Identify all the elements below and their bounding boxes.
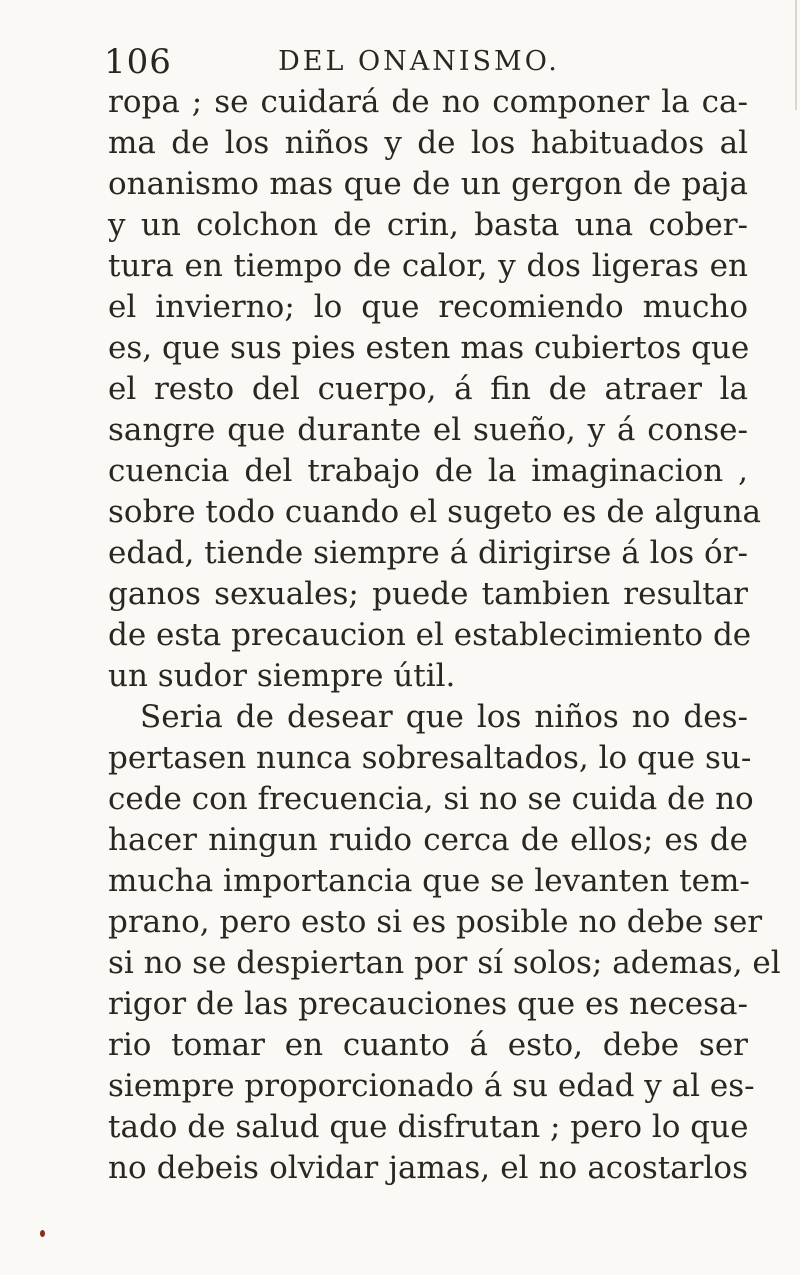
text-line: edad, tiende siempre á dirigirse á los ór- [108,535,748,571]
running-title: DEL ONANISMO. [278,46,560,77]
text-line: tado de salud que disfrutan ; pero lo que [108,1109,749,1145]
text-line: sangre que durante el sueño, y á conse- [108,412,748,448]
text-line: cede con frecuencia, si no se cuida de no [108,781,754,817]
text-line: Seria de desear que los niños no des- [140,699,748,735]
text-line: y un colchon de crin, basta una cober- [108,207,748,243]
text-line: hacer ningun ruido cerca de ellos; es de [108,822,748,858]
text-line: onanismo mas que de un gergon de paja [108,166,748,202]
page-edge-line [795,0,797,110]
text-line: de esta precaucion el establecimiento de [108,617,752,653]
text-line: cuencia del trabajo de la imaginacion , [108,453,748,489]
text-line: rio tomar en cuanto á esto, debe ser [108,1027,748,1063]
page-number: 106 [104,42,172,82]
text-line: no debeis olvidar jamas, el no acostarlos [108,1150,748,1186]
text-line: ma de los niños y de los habituados al [108,125,748,161]
text-line: mucha importancia que se levanten tem- [108,863,750,899]
text-line: siempre proporcionado á su edad y al es- [108,1068,755,1104]
text-line: sobre todo cuando el sugeto es de alguna [108,494,762,530]
text-line: es, que sus pies esten mas cubiertos que [108,330,750,366]
text-line: un sudor siempre útil. [108,658,456,694]
text-line: ropa ; se cuidará de no componer la ca- [108,84,748,120]
ink-speck [40,1230,45,1237]
text-line: prano, pero esto si es posible no debe ser [108,904,763,940]
text-line: tura en tiempo de calor, y dos ligeras en [108,248,748,284]
text-line: ganos sexuales; puede tambien resultar [108,576,748,612]
text-line: rigor de las precauciones que es necesa- [108,986,748,1022]
text-line: pertasen nunca sobresaltados, lo que su- [108,740,752,776]
text-line: si no se despiertan por sí solos; ademas, el [108,945,781,981]
body-text [108,82,781,1189]
text-line: el invierno; lo que recomiendo mucho [108,289,748,325]
text-line: el resto del cuerpo, á fin de atraer la [108,371,748,407]
